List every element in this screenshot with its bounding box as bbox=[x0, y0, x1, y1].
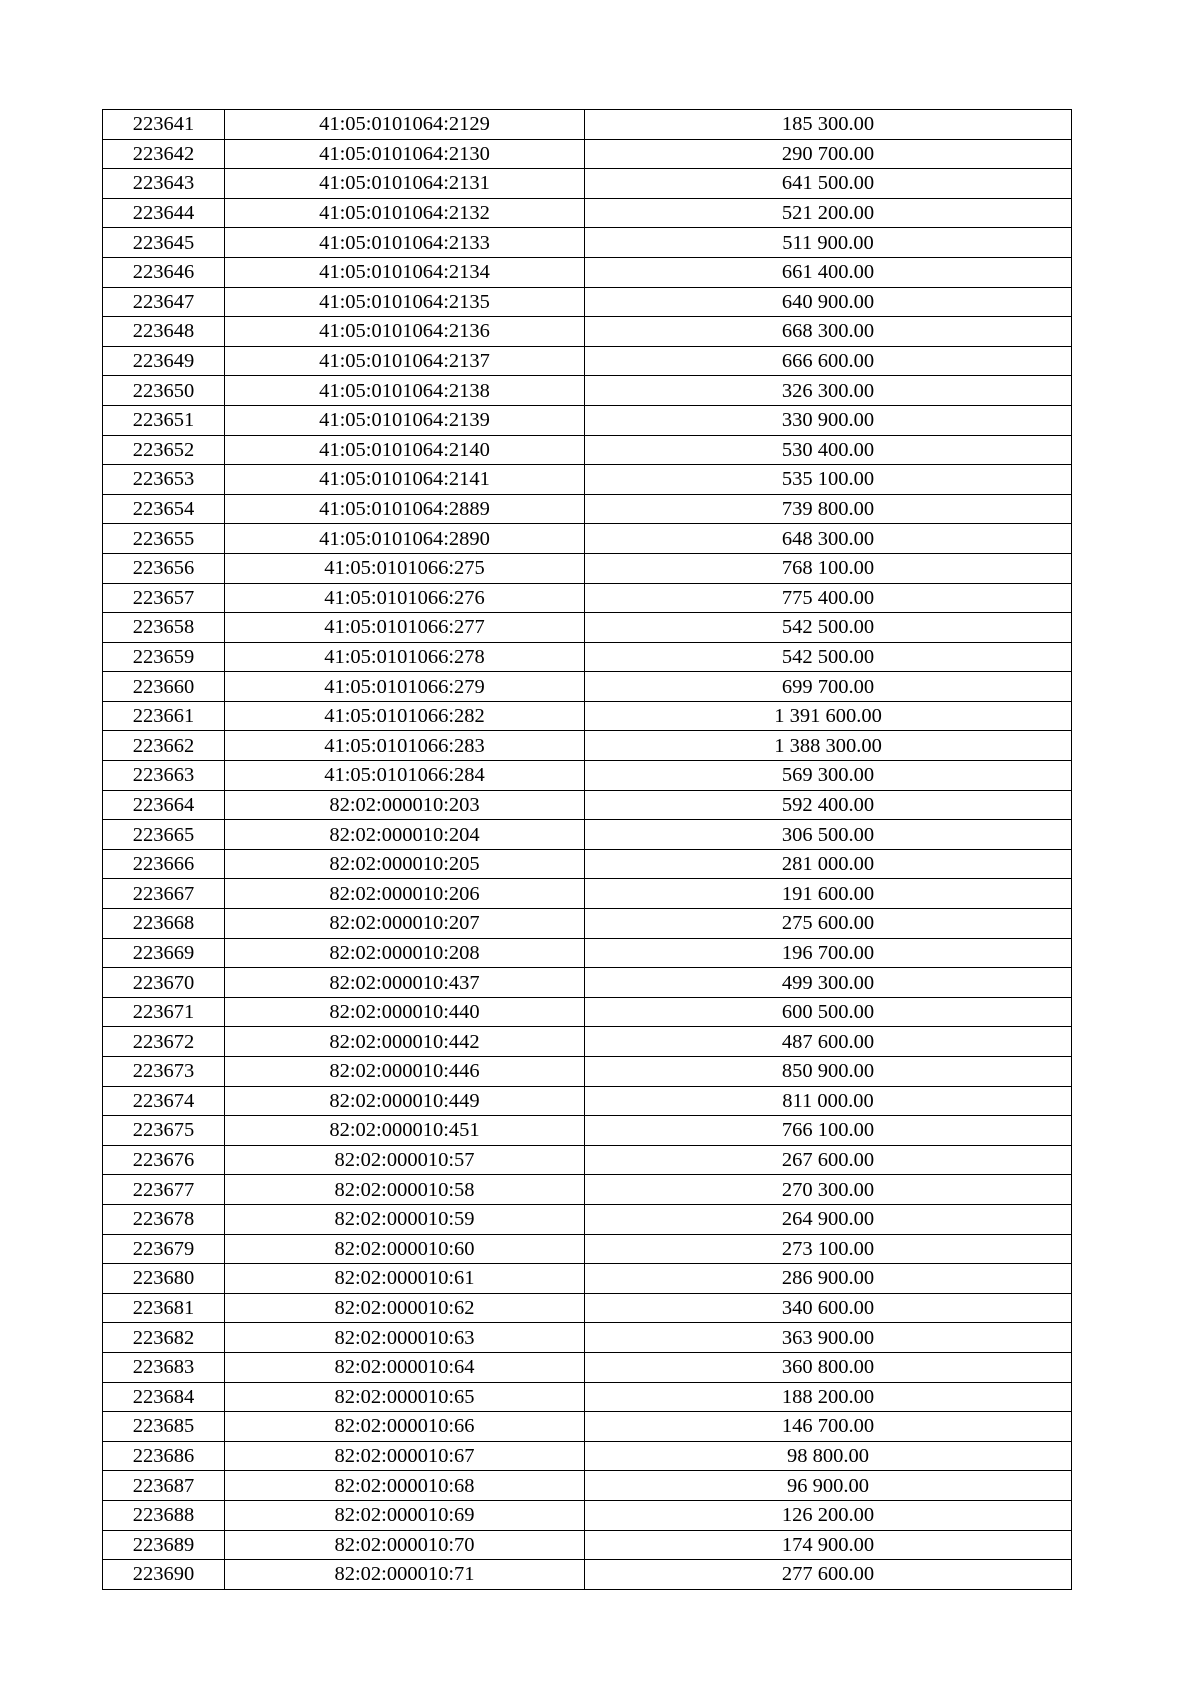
cadastral-number-cell: 41:05:0101066:278 bbox=[225, 642, 585, 672]
row-number-cell: 223673 bbox=[103, 1057, 225, 1087]
table-row bbox=[103, 553, 1072, 583]
table-row bbox=[103, 1264, 1072, 1294]
table-row bbox=[103, 346, 1072, 376]
table-row bbox=[103, 228, 1072, 258]
table-row bbox=[103, 435, 1072, 465]
row-number-cell: 223687 bbox=[103, 1471, 225, 1501]
cadastral-number-cell: 82:02:000010:65 bbox=[225, 1382, 585, 1412]
cadastral-value-cell: 766 100.00 bbox=[585, 1116, 1072, 1146]
cadastral-value-cell: 542 500.00 bbox=[585, 613, 1072, 643]
cadastral-number-cell: 82:02:000010:449 bbox=[225, 1086, 585, 1116]
row-number-cell: 223644 bbox=[103, 198, 225, 228]
table-row bbox=[103, 997, 1072, 1027]
cadastral-number-cell: 41:05:0101064:2131 bbox=[225, 169, 585, 199]
table-row bbox=[103, 1145, 1072, 1175]
table-row bbox=[103, 376, 1072, 406]
row-number-cell: 223665 bbox=[103, 820, 225, 850]
cadastral-value-cell: 330 900.00 bbox=[585, 405, 1072, 435]
cadastral-number-cell: 82:02:000010:69 bbox=[225, 1500, 585, 1530]
cadastral-number-cell: 82:02:000010:60 bbox=[225, 1234, 585, 1264]
table-row bbox=[103, 1086, 1072, 1116]
table-row bbox=[103, 701, 1072, 731]
cadastral-number-cell: 41:05:0101064:2134 bbox=[225, 257, 585, 287]
table-row bbox=[103, 820, 1072, 850]
table-row bbox=[103, 613, 1072, 643]
table-row bbox=[103, 1234, 1072, 1264]
table-row bbox=[103, 790, 1072, 820]
row-number-cell: 223683 bbox=[103, 1352, 225, 1382]
table-row bbox=[103, 1293, 1072, 1323]
table-row bbox=[103, 524, 1072, 554]
table-row bbox=[103, 287, 1072, 317]
cadastral-value-cell: 739 800.00 bbox=[585, 494, 1072, 524]
row-number-cell: 223675 bbox=[103, 1116, 225, 1146]
cadastral-value-cell: 592 400.00 bbox=[585, 790, 1072, 820]
cadastral-number-cell: 41:05:0101064:2889 bbox=[225, 494, 585, 524]
row-number-cell: 223688 bbox=[103, 1500, 225, 1530]
cadastral-value-cell: 185 300.00 bbox=[585, 110, 1072, 140]
cadastral-number-cell: 82:02:000010:66 bbox=[225, 1412, 585, 1442]
table-row bbox=[103, 938, 1072, 968]
cadastral-value-cell: 1 391 600.00 bbox=[585, 701, 1072, 731]
table-row bbox=[103, 1500, 1072, 1530]
row-number-cell: 223681 bbox=[103, 1293, 225, 1323]
cadastral-number-cell: 41:05:0101066:283 bbox=[225, 731, 585, 761]
row-number-cell: 223654 bbox=[103, 494, 225, 524]
cadastral-number-cell: 41:05:0101064:2129 bbox=[225, 110, 585, 140]
table-row bbox=[103, 1560, 1072, 1590]
cadastral-value-cell: 98 800.00 bbox=[585, 1441, 1072, 1471]
cadastral-number-cell: 41:05:0101064:2130 bbox=[225, 139, 585, 169]
cadastral-value-cell: 569 300.00 bbox=[585, 761, 1072, 791]
cadastral-value-cell: 668 300.00 bbox=[585, 317, 1072, 347]
cadastral-value-cell: 188 200.00 bbox=[585, 1382, 1072, 1412]
table-row bbox=[103, 1057, 1072, 1087]
row-number-cell: 223651 bbox=[103, 405, 225, 435]
table-row bbox=[103, 198, 1072, 228]
row-number-cell: 223645 bbox=[103, 228, 225, 258]
table-row bbox=[103, 1204, 1072, 1234]
cadastral-value-cell: 360 800.00 bbox=[585, 1352, 1072, 1382]
table-row bbox=[103, 761, 1072, 791]
cadastral-number-cell: 82:02:000010:205 bbox=[225, 849, 585, 879]
cadastral-number-cell: 82:02:000010:70 bbox=[225, 1530, 585, 1560]
cadastral-value-cell: 270 300.00 bbox=[585, 1175, 1072, 1205]
cadastral-number-cell: 41:05:0101066:282 bbox=[225, 701, 585, 731]
cadastral-value-cell: 340 600.00 bbox=[585, 1293, 1072, 1323]
row-number-cell: 223641 bbox=[103, 110, 225, 140]
cadastral-number-cell: 41:05:0101064:2132 bbox=[225, 198, 585, 228]
cadastral-value-cell: 535 100.00 bbox=[585, 465, 1072, 495]
cadastral-number-cell: 82:02:000010:67 bbox=[225, 1441, 585, 1471]
cadastral-value-cell: 521 200.00 bbox=[585, 198, 1072, 228]
row-number-cell: 223682 bbox=[103, 1323, 225, 1353]
table-row bbox=[103, 139, 1072, 169]
table-row bbox=[103, 110, 1072, 140]
cadastral-number-cell: 41:05:0101066:284 bbox=[225, 761, 585, 791]
table-row bbox=[103, 1471, 1072, 1501]
cadastral-value-cell: 768 100.00 bbox=[585, 553, 1072, 583]
row-number-cell: 223656 bbox=[103, 553, 225, 583]
cadastral-number-cell: 82:02:000010:451 bbox=[225, 1116, 585, 1146]
table-row bbox=[103, 494, 1072, 524]
cadastral-number-cell: 82:02:000010:203 bbox=[225, 790, 585, 820]
cadastral-value-cell: 487 600.00 bbox=[585, 1027, 1072, 1057]
cadastral-number-cell: 41:05:0101064:2136 bbox=[225, 317, 585, 347]
cadastral-value-cell: 326 300.00 bbox=[585, 376, 1072, 406]
cadastral-value-cell: 648 300.00 bbox=[585, 524, 1072, 554]
cadastral-value-cell: 530 400.00 bbox=[585, 435, 1072, 465]
cadastral-value-cell: 126 200.00 bbox=[585, 1500, 1072, 1530]
cadastral-number-cell: 82:02:000010:63 bbox=[225, 1323, 585, 1353]
row-number-cell: 223662 bbox=[103, 731, 225, 761]
table-row bbox=[103, 317, 1072, 347]
table-row bbox=[103, 257, 1072, 287]
cadastral-value-cell: 499 300.00 bbox=[585, 968, 1072, 998]
row-number-cell: 223686 bbox=[103, 1441, 225, 1471]
cadastral-value-cell: 286 900.00 bbox=[585, 1264, 1072, 1294]
row-number-cell: 223647 bbox=[103, 287, 225, 317]
cadastral-number-cell: 82:02:000010:442 bbox=[225, 1027, 585, 1057]
cadastral-value-cell: 511 900.00 bbox=[585, 228, 1072, 258]
cadastral-number-cell: 82:02:000010:64 bbox=[225, 1352, 585, 1382]
row-number-cell: 223658 bbox=[103, 613, 225, 643]
table-row bbox=[103, 1441, 1072, 1471]
cadastral-value-cell: 196 700.00 bbox=[585, 938, 1072, 968]
cadastral-value-cell: 850 900.00 bbox=[585, 1057, 1072, 1087]
cadastral-value-cell: 281 000.00 bbox=[585, 849, 1072, 879]
row-number-cell: 223652 bbox=[103, 435, 225, 465]
cadastral-number-cell: 41:05:0101064:2141 bbox=[225, 465, 585, 495]
cadastral-value-cell: 277 600.00 bbox=[585, 1560, 1072, 1590]
cadastral-number-cell: 41:05:0101064:2137 bbox=[225, 346, 585, 376]
row-number-cell: 223669 bbox=[103, 938, 225, 968]
cadastral-number-cell: 41:05:0101064:2138 bbox=[225, 376, 585, 406]
row-number-cell: 223646 bbox=[103, 257, 225, 287]
table-row bbox=[103, 465, 1072, 495]
table-row bbox=[103, 169, 1072, 199]
row-number-cell: 223653 bbox=[103, 465, 225, 495]
cadastral-value-cell: 666 600.00 bbox=[585, 346, 1072, 376]
row-number-cell: 223690 bbox=[103, 1560, 225, 1590]
table-row bbox=[103, 1116, 1072, 1146]
row-number-cell: 223685 bbox=[103, 1412, 225, 1442]
cadastral-number-cell: 41:05:0101066:275 bbox=[225, 553, 585, 583]
table-row bbox=[103, 968, 1072, 998]
table-body bbox=[103, 110, 1072, 1590]
cadastral-value-cell: 306 500.00 bbox=[585, 820, 1072, 850]
cadastral-value-cell: 775 400.00 bbox=[585, 583, 1072, 613]
cadastral-number-cell: 82:02:000010:207 bbox=[225, 909, 585, 939]
cadastral-value-cell: 661 400.00 bbox=[585, 257, 1072, 287]
cadastral-value-cell: 174 900.00 bbox=[585, 1530, 1072, 1560]
row-number-cell: 223643 bbox=[103, 169, 225, 199]
cadastral-number-cell: 41:05:0101064:2139 bbox=[225, 405, 585, 435]
cadastral-value-cell: 290 700.00 bbox=[585, 139, 1072, 169]
row-number-cell: 223679 bbox=[103, 1234, 225, 1264]
cadastral-value-cell: 267 600.00 bbox=[585, 1145, 1072, 1175]
cadastral-value-cell: 600 500.00 bbox=[585, 997, 1072, 1027]
table-row bbox=[103, 583, 1072, 613]
cadastral-value-cell: 699 700.00 bbox=[585, 672, 1072, 702]
row-number-cell: 223672 bbox=[103, 1027, 225, 1057]
cadastral-number-cell: 41:05:0101064:2133 bbox=[225, 228, 585, 258]
row-number-cell: 223657 bbox=[103, 583, 225, 613]
cadastral-value-cell: 811 000.00 bbox=[585, 1086, 1072, 1116]
cadastral-number-cell: 41:05:0101066:279 bbox=[225, 672, 585, 702]
cadastral-number-cell: 82:02:000010:62 bbox=[225, 1293, 585, 1323]
table-row bbox=[103, 1323, 1072, 1353]
cadastral-value-cell: 273 100.00 bbox=[585, 1234, 1072, 1264]
cadastral-number-cell: 82:02:000010:58 bbox=[225, 1175, 585, 1205]
cadastral-number-cell: 82:02:000010:59 bbox=[225, 1204, 585, 1234]
row-number-cell: 223677 bbox=[103, 1175, 225, 1205]
row-number-cell: 223674 bbox=[103, 1086, 225, 1116]
cadastral-value-cell: 542 500.00 bbox=[585, 642, 1072, 672]
cadastral-value-cell: 275 600.00 bbox=[585, 909, 1072, 939]
row-number-cell: 223676 bbox=[103, 1145, 225, 1175]
table-row bbox=[103, 879, 1072, 909]
cadastral-number-cell: 82:02:000010:206 bbox=[225, 879, 585, 909]
cadastral-number-cell: 82:02:000010:440 bbox=[225, 997, 585, 1027]
cadastral-value-cell: 363 900.00 bbox=[585, 1323, 1072, 1353]
row-number-cell: 223655 bbox=[103, 524, 225, 554]
table-row bbox=[103, 849, 1072, 879]
cadastral-number-cell: 41:05:0101066:277 bbox=[225, 613, 585, 643]
table-row bbox=[103, 672, 1072, 702]
table-row bbox=[103, 642, 1072, 672]
table-row bbox=[103, 1412, 1072, 1442]
table-row bbox=[103, 405, 1072, 435]
row-number-cell: 223689 bbox=[103, 1530, 225, 1560]
row-number-cell: 223663 bbox=[103, 761, 225, 791]
cadastral-value-cell: 641 500.00 bbox=[585, 169, 1072, 199]
cadastral-number-cell: 82:02:000010:437 bbox=[225, 968, 585, 998]
cadastral-number-cell: 82:02:000010:68 bbox=[225, 1471, 585, 1501]
cadastral-number-cell: 41:05:0101064:2140 bbox=[225, 435, 585, 465]
row-number-cell: 223659 bbox=[103, 642, 225, 672]
row-number-cell: 223671 bbox=[103, 997, 225, 1027]
table-row bbox=[103, 1382, 1072, 1412]
row-number-cell: 223666 bbox=[103, 849, 225, 879]
cadastral-number-cell: 82:02:000010:208 bbox=[225, 938, 585, 968]
cadastral-number-cell: 41:05:0101066:276 bbox=[225, 583, 585, 613]
cadastral-value-cell: 191 600.00 bbox=[585, 879, 1072, 909]
table-row bbox=[103, 1175, 1072, 1205]
cadastral-number-cell: 41:05:0101064:2890 bbox=[225, 524, 585, 554]
cadastral-number-cell: 82:02:000010:71 bbox=[225, 1560, 585, 1590]
row-number-cell: 223661 bbox=[103, 701, 225, 731]
table-row bbox=[103, 909, 1072, 939]
table-row bbox=[103, 1027, 1072, 1057]
cadastral-number-cell: 82:02:000010:204 bbox=[225, 820, 585, 850]
table-row bbox=[103, 731, 1072, 761]
row-number-cell: 223650 bbox=[103, 376, 225, 406]
row-number-cell: 223678 bbox=[103, 1204, 225, 1234]
row-number-cell: 223642 bbox=[103, 139, 225, 169]
row-number-cell: 223680 bbox=[103, 1264, 225, 1294]
cadastral-value-table bbox=[102, 109, 1072, 1590]
table-row bbox=[103, 1530, 1072, 1560]
row-number-cell: 223648 bbox=[103, 317, 225, 347]
cadastral-value-cell: 264 900.00 bbox=[585, 1204, 1072, 1234]
row-number-cell: 223684 bbox=[103, 1382, 225, 1412]
cadastral-value-cell: 146 700.00 bbox=[585, 1412, 1072, 1442]
cadastral-number-cell: 82:02:000010:61 bbox=[225, 1264, 585, 1294]
cadastral-value-cell: 96 900.00 bbox=[585, 1471, 1072, 1501]
cadastral-value-cell: 1 388 300.00 bbox=[585, 731, 1072, 761]
cadastral-number-cell: 82:02:000010:57 bbox=[225, 1145, 585, 1175]
row-number-cell: 223668 bbox=[103, 909, 225, 939]
row-number-cell: 223649 bbox=[103, 346, 225, 376]
cadastral-number-cell: 41:05:0101064:2135 bbox=[225, 287, 585, 317]
row-number-cell: 223664 bbox=[103, 790, 225, 820]
cadastral-value-cell: 640 900.00 bbox=[585, 287, 1072, 317]
row-number-cell: 223667 bbox=[103, 879, 225, 909]
cadastral-number-cell: 82:02:000010:446 bbox=[225, 1057, 585, 1087]
table-row bbox=[103, 1352, 1072, 1382]
row-number-cell: 223670 bbox=[103, 968, 225, 998]
row-number-cell: 223660 bbox=[103, 672, 225, 702]
